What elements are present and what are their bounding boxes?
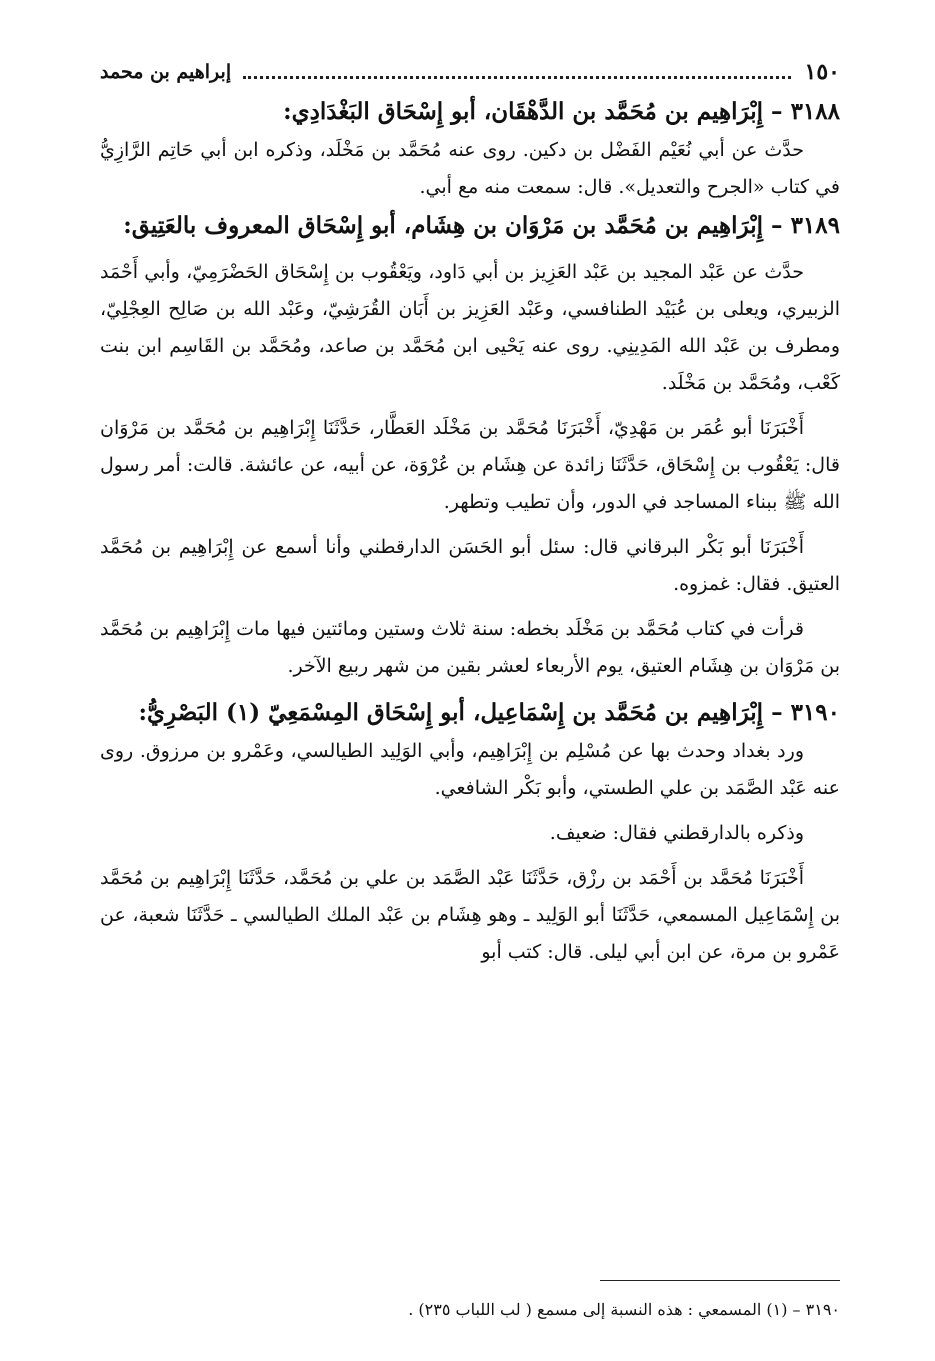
entry-title: ٣١٩٠ – إِبْرَاهِيم بن مُحَمَّد بن إِسْمَاعِيل، أبو إِسْحَاق المِسْمَعِيّ (١) البَصْرِيُّ: (138, 699, 840, 726)
entry-paragraph: وذكره بالدارقطني فقال: ضعيف. (549, 822, 804, 844)
spacer (100, 807, 840, 815)
entry-title: ٣١٨٩ – إِبْرَاهِيم بن مُحَمَّد بن مَرْوَان بن هِشَام، أبو إِسْحَاق المعروف بالعَتِيق: (123, 212, 840, 239)
spacer (100, 852, 840, 860)
spacer (100, 685, 840, 693)
spacer (100, 521, 840, 529)
page-body (100, 92, 840, 971)
entry-paragraph: أَخْبَرَنَا أبو عُمَر بن مَهْدِيّ، أَخْبَرَنَا مُحَمَّد بن مَخْلَد العَطَّار، حَدَّثَنَا إِبْرَاهِيم بن مُحَمَّد بن مَرْوَان قال: يَعْقُوب بن إِسْحَاق، حَدَّثَنَا زائدة عن هِشَام بن عُرْوَة، عن أبيه، عن عائشة. قالت: أمر رسول الله ﷺ ببناء المساجد في الدور، وأن تطيب وتطهر. (100, 417, 840, 513)
footnote: ٣١٩٠ – (١) المسمعي : هذه النسبة إلى مسمع ( لب اللباب ٢٣٥) . (408, 1300, 840, 1319)
header-leader-dots (243, 76, 790, 79)
page-header (100, 55, 840, 89)
entry-title: ٣١٨٨ – إِبْرَاهِيم بن مُحَمَّد بن الدَّهْقَان، أبو إِسْحَاق البَغْدَادِي: (283, 98, 840, 125)
page-number: ١٥٠ (804, 59, 840, 85)
entry-paragraph: أَخْبَرَنَا أبو بَكْر البرقاني قال: سئل أبو الحَسَن الدارقطني وأنا أسمع عن إِبْرَاهِيم بن مُحَمَّد العتيق. فقال: غمزوه. (100, 536, 840, 595)
entry-paragraph: ورد بغداد وحدث بها عن مُسْلِم بن إِبْرَاهِيم، وأبي الوَلِيد الطيالسي، وعَمْرو بن مرزوق. روى عنه عَبْد الصَّمَد بن علي الطستي، وأبو بَكْر الشافعي. (100, 740, 840, 799)
entry-paragraph: أَخْبَرَنَا مُحَمَّد بن أَحْمَد بن رزْق، حَدَّثَنَا عَبْد الصَّمَد بن علي بن مُحَمَّد، حَدَّثَنَا إِبْرَاهِيم بن مُحَمَّد بن إِسْمَاعِيل المسمعي، حَدَّثَنَا أبو الوَلِيد ـ وهو هِشَام بن عَبْد الملك الطيالسي ـ حَدَّثَنَا شعبة، عن عَمْرو بن مرة، عن ابن أبي ليلى. قال: كتب أبو (100, 867, 840, 963)
running-title: إبراهيم بن محمد (100, 61, 232, 83)
spacer (100, 603, 840, 611)
entry-paragraph: قرأت في كتاب مُحَمَّد بن مَخْلَد بخطه: سنة ثلاث وستين ومائتين فيها مات إِبْرَاهِيم بن مُحَمَّد بن مَرْوَان بن هِشَام العتيق، يوم الأربعاء لعشر بقين من شهر ربيع الآخر. (100, 618, 840, 677)
entry-paragraph: حدَّث عن عَبْد المجيد بن عَبْد العَزِيز بن أبي دَاود، ويَعْقُوب بن إِسْحَاق الحَضْرَمِيّ، وأبي أَحْمَد الزبيري، ويعلى بن عُبَيْد الطنافسي، وعَبْد العَزِيز بن أَبَان القُرَشِيّ، وعَبْد الله بن صَالِح العِجْلِيّ، ومطرف بن عَبْد الله المَدِينِي. روى عنه يَحْيى ابن مُحَمَّد بن صاعد، ومُحَمَّد بن القَاسِم ابن بنت كَعْب، ومُحَمَّد بن مَخْلَد. (100, 261, 840, 394)
entry-paragraph: حدَّث عن أبي نُعَيْم الفَضْل بن دكين. روى عنه مُحَمَّد بن مَخْلَد، وذكره ابن أبي حَاتِم الرَّازِيُّ في كتاب «الجرح والتعديل». قال: سمعت منه مع أبي. (100, 139, 840, 198)
spacer (100, 246, 840, 254)
spacer (100, 402, 840, 410)
footnote-divider (600, 1280, 840, 1281)
